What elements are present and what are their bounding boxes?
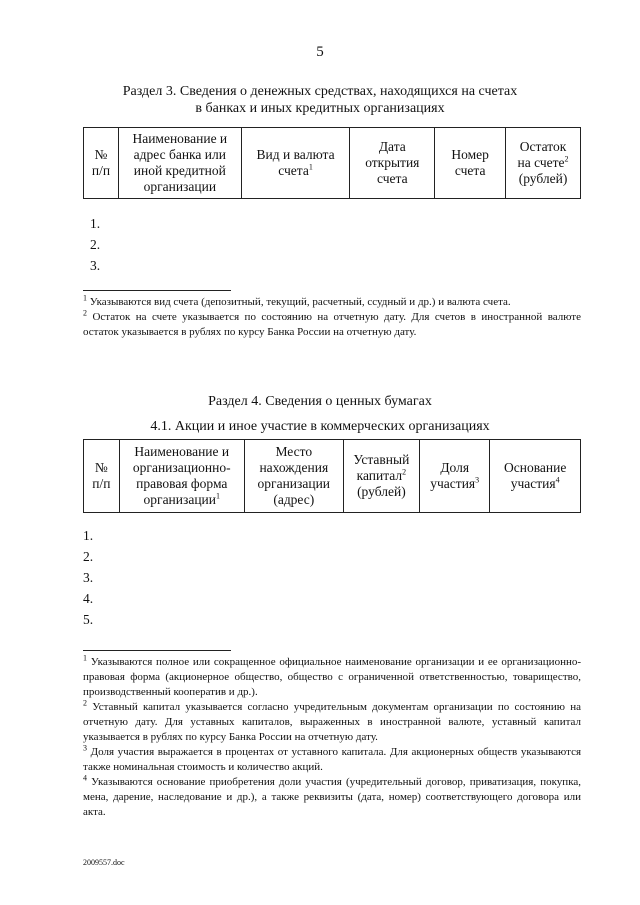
col-num: № п/п	[84, 440, 120, 513]
col-location: Место нахождения организации (адрес)	[244, 440, 343, 513]
footnote: $^1$ Указываются вид счета (депозитный, текущий, расчетный, ссудный и др.) и валюта счета.	[83, 293, 511, 308]
list-item: 3.	[90, 258, 101, 273]
col-capital: Уставный капитал$^2$ (рублей)	[343, 440, 419, 513]
list-item: 4.	[83, 591, 94, 606]
section4-table	[83, 439, 581, 513]
list-item: 5.	[83, 612, 94, 627]
col-balance: Остаток на счете$^2$ (рублей)	[506, 128, 581, 199]
section4-title: Раздел 4. Сведения о ценных бумагах	[208, 394, 432, 409]
col-account-number: Номер счета	[435, 128, 506, 199]
footnote: $^2$ Остаток на счете указывается по состоянию на отчетную дату. Для счетов в иностранной валюте остаток указывается в рублях по курсу Банка России на отчетную дату.	[83, 308, 582, 338]
footnote-separator	[83, 290, 231, 291]
list-item: 2.	[90, 237, 101, 252]
footnote-separator	[83, 650, 231, 651]
section3-title-line1: Раздел 3. Сведения о денежных средствах, находящихся на счетах	[122, 84, 518, 99]
footnote: $^3$ Доля участия выражается в процентах от уставного капитала. Для акционерных обществ указываются также номинальная стоимость и количество акций.	[83, 743, 582, 773]
section4-subtitle: 4.1. Акции и иное участие в коммерческих организациях	[150, 419, 490, 434]
footnote: $^2$ Уставный капитал указывается согласно учредительным документам организации по состоянию на отчетную дату. Для уставных капиталов, выраженных в иностранной валюте, уставный капитал указывается в рублях по курсу Банка России на отчетную дату.	[83, 698, 581, 743]
section4-rows	[83, 528, 93, 633]
section3-footnotes	[83, 295, 581, 340]
list-item: 3.	[83, 570, 94, 585]
table-header-row	[84, 128, 581, 199]
list-item: 1.	[83, 528, 94, 543]
col-bank: Наименование и адрес банка или иной кредитной организации	[118, 128, 241, 199]
list-item: 2.	[83, 549, 94, 564]
footnote: $^4$ Указываются основание приобретения доли участия (учредительный договор, приватизация, покупка, мена, дарение, наследование и др.), а также реквизиты (дата, номер) соответствующего договора или акта.	[83, 773, 582, 818]
page-number: 5	[316, 44, 324, 60]
col-share: Доля участия$^3$	[420, 440, 490, 513]
document-filename: 2009557.doc	[83, 858, 125, 867]
col-num: № п/п	[84, 128, 119, 199]
section3-title	[60, 83, 580, 117]
section4-footnotes	[83, 655, 581, 820]
section3-rows	[90, 216, 100, 279]
footnote: $^1$ Указываются полное или сокращенное официальное наименование организации и ее организационно-правовая форма (акционерное общество, общество с ограниченной ответственностью, товарищество, производственный кооператив и др.).	[83, 653, 582, 698]
col-organization: Наименование и организационно- правовая форма организации$^1$	[119, 440, 244, 513]
list-item: 1.	[90, 216, 101, 231]
col-basis: Основание участия$^4$	[490, 440, 581, 513]
table-header-row	[84, 440, 581, 513]
col-account-type: Вид и валюта счета$^1$	[241, 128, 350, 199]
section3-title-line2: в банках и иных кредитных организациях	[195, 101, 445, 116]
col-open-date: Дата открытия счета	[350, 128, 435, 199]
section3-table	[83, 127, 581, 199]
